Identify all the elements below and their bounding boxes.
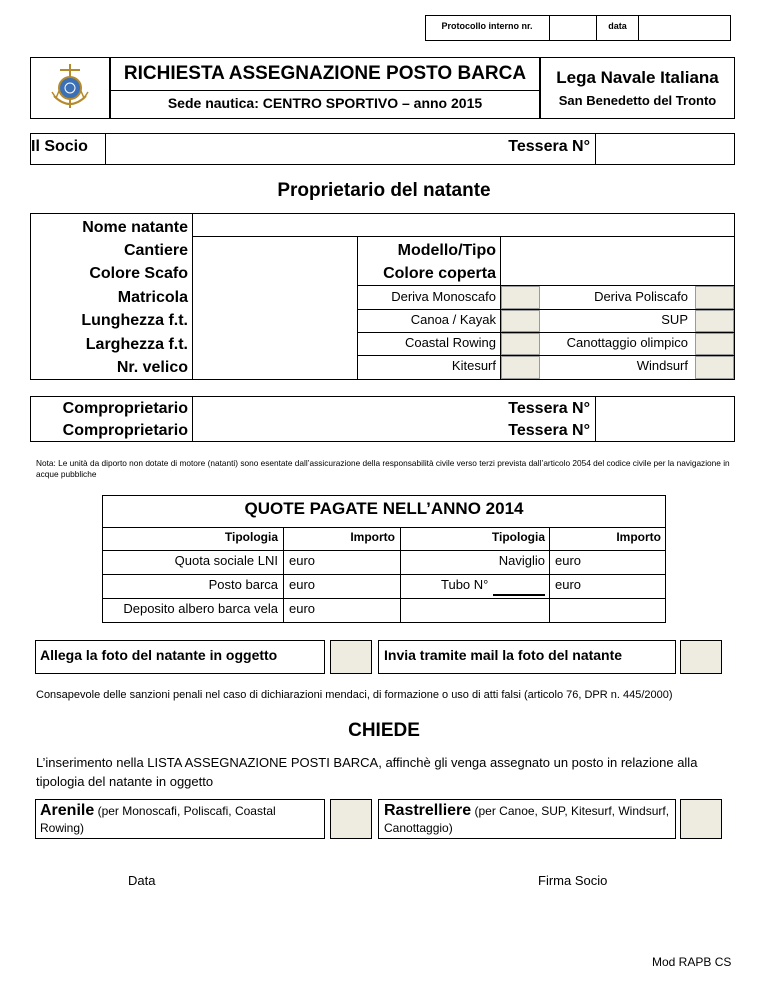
fees-col-type: Tipologia: [491, 530, 545, 544]
request-heading: CHIEDE: [348, 720, 420, 741]
boat-type-checkbox[interactable]: [695, 310, 734, 332]
request-text: L’inserimento nella LISTA ASSEGNAZIONE POSTI BARCA, affinchè gli venga assegnato un posto in relazione alla tipologia del natante in oggetto: [36, 755, 698, 789]
owner-field-label: Cantiere: [123, 242, 188, 259]
boat-type-label: SUP: [661, 312, 688, 327]
fee-type-label: Naviglio: [498, 553, 545, 568]
option-arenile-label: [40, 802, 320, 837]
fee-type-label: Quota sociale LNI: [174, 553, 278, 568]
deck-color-field[interactable]: [501, 261, 734, 285]
send-mail-label: Invia tramite mail la foto del natante: [384, 647, 623, 663]
option-rastrelliere-checkbox[interactable]: [680, 799, 722, 839]
protocol-label: Protocollo interno nr.: [441, 21, 533, 31]
boat-name-field[interactable]: [193, 214, 734, 236]
owner-field-label: Colore Scafo: [89, 265, 188, 282]
boat-type-label: Canottaggio olimpico: [566, 335, 688, 350]
org-box: [540, 57, 735, 119]
form-code: Mod RAPB CS: [652, 955, 732, 969]
boat-type-checkbox[interactable]: [695, 286, 734, 309]
fee-type-label: Tubo N°: [441, 577, 489, 592]
fee-type-label: Deposito albero barca vela: [123, 601, 278, 616]
model-field[interactable]: [501, 237, 734, 261]
boat-type-label: Deriva Poliscafo: [594, 289, 688, 304]
member-card-field[interactable]: [596, 134, 734, 164]
boat-type-checkbox[interactable]: [501, 356, 540, 379]
option-rastrelliere-label: [384, 802, 674, 837]
fee-type-label: Posto barca: [208, 577, 278, 592]
owner-heading: Proprietario del natante: [277, 180, 491, 201]
fee-currency[interactable]: euro: [289, 553, 316, 568]
owner-field-label: Nr. velico: [116, 359, 188, 376]
org-name: Lega Navale Italiana: [556, 68, 719, 87]
boat-type-label: Windsurf: [636, 358, 688, 373]
attach-photo-label: Allega la foto del natante in oggetto: [40, 647, 278, 663]
coowner-card-label: Tessera N°: [508, 400, 590, 417]
coowner-card-field[interactable]: [596, 419, 734, 441]
fee-currency[interactable]: euro: [289, 577, 316, 592]
coowner-card-label: Tessera N°: [508, 422, 590, 439]
org-city: San Benedetto del Tronto: [558, 93, 717, 108]
fee-currency[interactable]: euro: [555, 553, 582, 568]
declaration-text: Consapevole delle sanzioni penali nel caso di dichiarazioni mendaci, di formazione o uso di atti falsi (articolo 76, DPR n. 445/2000): [36, 689, 673, 701]
protocol-date-field[interactable]: [639, 16, 731, 40]
fees-col-type: Tipologia: [224, 530, 278, 544]
boat-type-label: Canoa / Kayak: [410, 312, 496, 327]
boat-type-label: Deriva Monoscafo: [391, 289, 496, 304]
coowner-label: Comproprietario: [62, 422, 188, 439]
option-rastrelliere-title: Rastrelliere: [384, 802, 472, 819]
coowner-card-field[interactable]: [596, 397, 734, 419]
boat-type-checkbox[interactable]: [695, 333, 734, 355]
model-label: Modello/Tipo: [397, 242, 496, 259]
fees-col-amount: Importo: [616, 530, 661, 544]
option-arenile-title: Arenile: [40, 802, 95, 819]
form-subtitle: Sede nautica: CENTRO SPORTIVO – anno 2015: [167, 95, 483, 111]
form-title: RICHIESTA ASSEGNAZIONE POSTO BARCA: [123, 63, 527, 84]
owner-field-label: Nome natante: [82, 219, 188, 236]
attach-photo-checkbox[interactable]: [330, 640, 372, 674]
fees-col-amount: Importo: [350, 530, 395, 544]
owner-field-label: Matricola: [117, 289, 188, 306]
tube-number-field[interactable]: [493, 578, 545, 596]
owner-field-label: Lunghezza f.t.: [81, 312, 188, 329]
boat-type-label: Kitesurf: [451, 358, 496, 373]
boat-type-checkbox[interactable]: [695, 356, 734, 379]
boat-type-checkbox[interactable]: [501, 333, 540, 355]
option-arenile-detail: (per Monoscafi, Poliscafi, Coastal Rowing): [40, 804, 276, 835]
member-name-field[interactable]: [106, 134, 466, 164]
coowner-label: Comproprietario: [62, 400, 188, 417]
boat-type-label: Coastal Rowing: [404, 335, 496, 350]
deck-color-label: Colore coperta: [383, 265, 496, 282]
member-card-label: Tessera N°: [508, 138, 590, 155]
member-label: Il Socio: [31, 138, 88, 155]
protocol-date-label: data: [608, 21, 627, 31]
option-arenile-checkbox[interactable]: [330, 799, 372, 839]
signature-label: Firma Socio: [538, 873, 608, 888]
lni-logo-icon: [48, 62, 92, 112]
fee-currency[interactable]: euro: [555, 577, 582, 592]
option-rastrelliere-detail: (per Canoe, SUP, Kitesurf, Windsurf, Canottaggio): [384, 804, 670, 835]
fees-title: QUOTE PAGATE NELL’ANNO 2014: [244, 499, 524, 518]
boat-type-checkbox[interactable]: [501, 286, 540, 309]
boat-type-checkbox[interactable]: [501, 310, 540, 332]
send-mail-checkbox[interactable]: [680, 640, 722, 674]
fee-currency[interactable]: euro: [289, 601, 316, 616]
owner-field-label: Larghezza f.t.: [85, 336, 188, 353]
date-label: Data: [128, 873, 156, 888]
insurance-note: Nota: Le unità da diporto non dotate di motore (natanti) sono esentate dall’assicurazione della responsabilità civile verso terzi prevista dall’articolo 2054 del codice civile per la navigazione in acque pubbliche: [36, 458, 730, 479]
protocol-number-field[interactable]: [550, 16, 596, 40]
